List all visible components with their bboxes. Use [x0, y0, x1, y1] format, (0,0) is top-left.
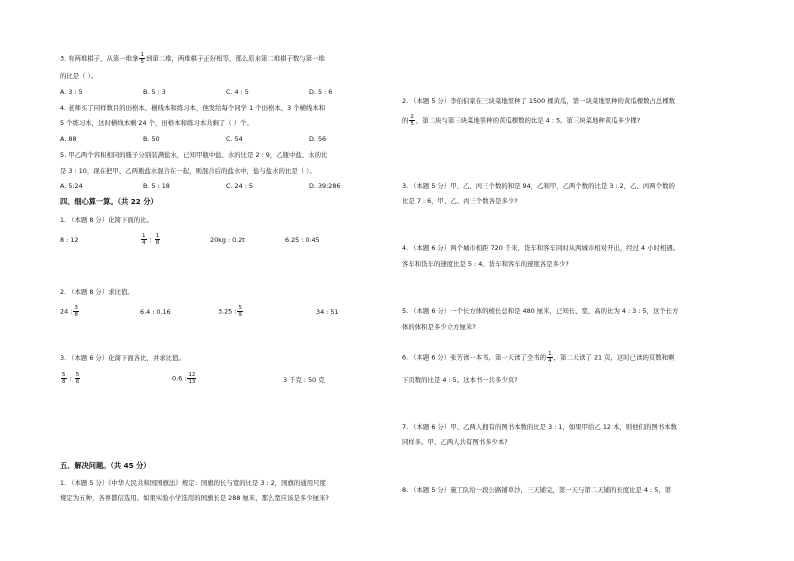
r-q7-line2: 同样多。甲、乙两人共有图书多少本?	[402, 438, 508, 446]
s4-q2-item-a: 24 : $\frac{3}{8}$	[60, 305, 78, 318]
q5-option-d: D. 39:286	[309, 182, 341, 190]
q5-option-b: B. 5 : 18	[143, 182, 170, 190]
q4-line1: 4. 老师买了同样数目的田格本、横线本和练习本，他发给每个同学 1 个田格本、3 个横线本和	[60, 104, 326, 112]
s4-q2-item-b: 6.4 : 0.16	[140, 308, 171, 316]
r-q7-line1: 7. （本题 6 分）甲、乙两人拥有的图书本数的比是 3 : 1，如果甲给乙 12 本，则他们的图书本数	[402, 423, 677, 431]
q4-option-b: B. 50	[143, 135, 160, 143]
q5-line1: 5. 甲乙两个容积相同的瓶子分别装满盐水，已知甲瓶中盐、水的比是 2 : 9，乙瓶中盐、水的比	[60, 151, 328, 159]
r-q5-line1: 5. （本题 6 分）一个长方体的棱长总和是 480 厘米，已知长、宽、高的比为 4 : 3 : 5，这个长方	[402, 307, 679, 315]
q4-line2: 5 个练习本，这时横线本剩 24 个，田格本和练习本共剩了（ ）个。	[60, 119, 253, 127]
r-q8-line1: 8. （本题 5 分）施工队给一段公路铺草沙，三天铺完，第一天与第二天铺的长度比是 4 : 5，第	[402, 486, 672, 494]
q4-option-d: D. 56	[309, 135, 327, 143]
q3-option-b: B. 5 : 3	[143, 88, 166, 96]
section-5-title: 五、解决问题。（共 45 分）	[60, 461, 151, 470]
s4-q2-prompt: 2. （本题 8 分）求比值。	[60, 288, 134, 296]
s4-q3-item-a: $\frac{5}{8}$ : $\frac{5}{6}$	[62, 372, 80, 385]
r-q4-line1: 4. （本题 6 分）两个城市相距 720 千米，货车和客车同时从两城市相对开出，经过 4 小时相遇。	[402, 244, 680, 252]
q3-option-d: D. 5 : 6	[309, 88, 333, 96]
s4-q3-prompt: 3. （本题 6 分）化简下面各比，并求比值。	[60, 354, 185, 362]
s4-q1-item-c: 20kg : 0.2t	[210, 236, 245, 244]
s4-q1-prompt: 1. （本题 8 分）化简下面的比。	[60, 216, 153, 224]
r-q6-line2: 下页数的比是 4 : 5。这本书一共多少页?	[402, 376, 518, 384]
q5-option-c: C. 24 : 5	[226, 182, 253, 190]
q3-line2: 的比是（ ）。	[60, 72, 98, 80]
s4-q2-item-d: 34 : 51	[316, 308, 339, 316]
q4-option-c: C. 54	[226, 135, 243, 143]
s4-q1-item-a: 8 : 12	[60, 236, 79, 244]
q3-option-c: C. 4 : 5	[226, 88, 249, 96]
r-q2-line2: 的 $\frac{2}{5}$ ，第二块与第三块菜地里种的黄瓜棵数的比是 4 : 5。第三块菜地种黄瓜多少棵?	[402, 114, 641, 127]
s5-q1-line2: 规定为五种，各界都信选用。如果实验小学选用的国旗长是 288 厘米，那么宽应该是多少厘米?	[60, 494, 329, 502]
q5-option-a: A. 5:24	[60, 182, 83, 190]
s4-q3-item-c: 3 千克 : 50 克	[283, 376, 325, 384]
question-3	[60, 52, 325, 65]
r-q6-line1: 6. （本题 6 分）张芳读一本书，第一天读了全书的 $\frac{1}{4}$ ，第二天读了 21 页，这时已读的页数和剩	[402, 351, 675, 364]
r-q5-line2: 体的体积是多少立方厘米?	[402, 323, 476, 331]
r-q2-line1: 2. （本题 5 分）李伯伯家在三块菜地里种了 1500 棵黄瓜，第一块菜地里种的黄瓜棵数占总棵数	[402, 97, 676, 105]
s4-q1-item-b: $\frac{1}{4}$ : $\frac{1}{8}$	[142, 233, 160, 246]
r-q3-line1: 3. （本题 5 分）甲、乙、丙三个数的和是 94，乙和甲，乙两个数的比是 3 : 2，乙、丙两个数的	[402, 182, 675, 190]
q3-fraction: $\frac{1}{5}$	[140, 52, 144, 65]
s4-q1-item-d: 6.25 : 0.45	[285, 236, 320, 244]
q3-text-b: 到第二堆，两堆棋子正好相等，那么原来第二堆棋子数与第一堆	[145, 54, 325, 63]
s4-q2-item-c: 3.25 : $\frac{5}{9}$	[218, 305, 242, 318]
section-4-title: 四、细心算一算。（共 22 分）	[60, 197, 158, 206]
s4-q3-item-b: 0.6 : $\frac{12}{13}$	[172, 372, 196, 385]
q4-option-a: A. 88	[60, 135, 77, 143]
s5-q1-line1: 1. （本题 5 分）《中华人民共和国国旗法》规定：国旗的长与宽的比是 3 : 2，国旗的通用尺度	[60, 479, 326, 487]
q3-text-a: 3. 有两堆棋子，从第一堆拿	[60, 54, 139, 63]
r-q3-line2: 比是 7 : 6，甲、乙、丙三个数各是多少?	[402, 197, 518, 205]
q5-line2: 是 3 : 10，现在把甲、乙两瓶盐水混合在一起，则混合后的盐水中，盐与盐水的比是（ ）。	[60, 167, 316, 175]
q3-option-a: A. 3 : 5	[60, 88, 83, 96]
r-q4-line2: 客车和货车的速度比是 5 : 4。货车和客车的速度各是多少?	[402, 260, 569, 268]
